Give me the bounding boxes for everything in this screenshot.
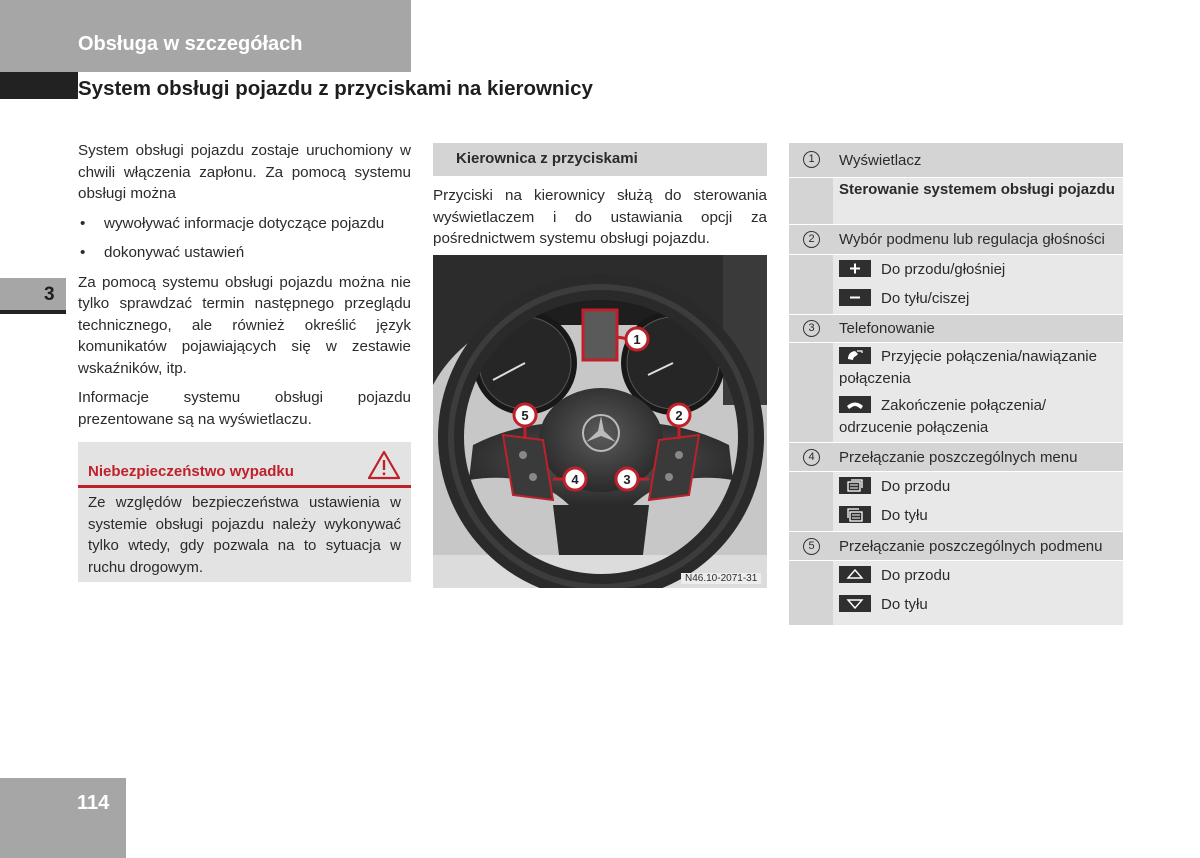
legend-text: Do przodu [881, 478, 951, 495]
warning-box [78, 442, 411, 582]
steering-wheel-photo [433, 255, 767, 588]
callout-5 [514, 404, 536, 426]
chapter-number: 3 [44, 284, 55, 305]
legend-row [789, 254, 1123, 284]
legend-text: Telefonowanie [833, 315, 1123, 342]
warning-title: Niebezpieczeństwo wypadku [88, 463, 294, 480]
intro-paragraph: System obsługi pojazdu zostaje uruchomiony w chwili włączenia zapłonu. Za pomocą systemu obsługi można [78, 142, 411, 202]
legend-number: 1 [803, 151, 820, 168]
subsection-heading-box [433, 143, 767, 176]
callout-1 [626, 328, 648, 350]
subsection-text: Przyciski na kierownicy służą do sterowania wyświetlaczem i do ustawiania opcji za pośrednictwem systemu obsługi pojazdu. [433, 187, 767, 247]
phone-accept-icon [839, 347, 871, 364]
legend-text: Przyjęcie połączenia/nawiązanie połączenia [839, 348, 1097, 387]
legend-number: 5 [803, 538, 820, 555]
minus-key-icon [839, 289, 871, 306]
legend-text: Do tyłu [881, 507, 928, 524]
legend-row [789, 560, 1123, 590]
legend-text: Do tyłu [881, 596, 928, 613]
paragraph: Za pomocą systemu obsługi pojazdu można nie tylko sprawdzać termin następnego przeglądu technicznego, ale również określić język komunikatów pojawiających się w zestawie wskaźników, itp. [78, 273, 411, 377]
legend-row [789, 143, 1123, 177]
menu-forward-icon [839, 477, 871, 494]
warning-rule [78, 485, 411, 488]
arrow-down-key-icon [839, 595, 871, 612]
bullet-list [78, 213, 411, 264]
legend-row [789, 501, 1123, 531]
chapter-title: Obsługa w szczegółach [78, 33, 303, 55]
phone-end-icon [839, 396, 871, 413]
list-item: • wywoływać informacje dotyczące pojazdu [78, 213, 411, 235]
legend-text: Do tyłu/ciszej [881, 290, 970, 307]
svg-text:2: 2 [675, 408, 683, 423]
legend-row [789, 177, 1123, 224]
image-code: N46.10-2071-31 [681, 573, 761, 584]
list-item: • dokonywać ustawień [78, 242, 411, 264]
legend-row [789, 342, 1123, 392]
legend-row [789, 531, 1123, 560]
plus-key-icon [839, 260, 871, 277]
legend-text: Wybór podmenu lub regulacja głośności [833, 225, 1123, 254]
callout-4 [564, 468, 586, 490]
legend-row [789, 284, 1123, 314]
section-title: System obsługi pojazdu z przyciskami na kierownicy [78, 77, 593, 100]
legend-row [789, 590, 1123, 625]
callout-2 [668, 404, 690, 426]
menu-back-icon [839, 506, 871, 523]
svg-text:3: 3 [623, 472, 631, 487]
arrow-up-key-icon [839, 566, 871, 583]
steering-wheel-illustration [433, 255, 767, 588]
warning-text: Ze względów bezpieczeństwa ustawienia w systemie obsługi pojazdu należy wykonywać tylko wtedy, gdy pozwala na to sytuacja w ruchu drogowym. [88, 494, 401, 576]
subsection-heading: Kierownica z przyciskami [456, 150, 638, 167]
legend-number: 3 [803, 320, 820, 337]
legend-group-heading: Sterowanie systemem obsługi pojazdu [833, 178, 1123, 224]
callout-3 [616, 468, 638, 490]
legend-text: Do przodu [881, 567, 951, 584]
chapter-thumb-tab [0, 278, 66, 314]
legend-table [789, 143, 1123, 625]
header-band [0, 0, 411, 72]
page-number-box [0, 778, 126, 858]
svg-text:5: 5 [521, 408, 529, 423]
svg-text:4: 4 [571, 472, 579, 487]
warning-triangle-icon [367, 450, 401, 480]
page-number: 114 [77, 792, 110, 814]
legend-number: 4 [803, 449, 820, 466]
legend-row [789, 392, 1123, 442]
legend-text: Zakończenie połączenia/ odrzucenie połączenia [839, 397, 1047, 436]
header-rule [0, 72, 78, 99]
legend-text: Do przodu/głośniej [881, 261, 1006, 278]
svg-text:1: 1 [633, 332, 641, 347]
intro-column [78, 140, 411, 438]
legend-text: Przełączanie poszczególnych menu [833, 443, 1123, 471]
legend-text: Wyświetlacz [833, 143, 1123, 177]
legend-row [789, 314, 1123, 342]
legend-row [789, 224, 1123, 254]
legend-number: 2 [803, 231, 820, 248]
legend-row [789, 442, 1123, 471]
legend-row [789, 471, 1123, 501]
legend-text: Przełączanie poszczególnych podmenu [833, 532, 1123, 560]
paragraph: Informacje systemu obsługi pojazdu prezentowane są na wyświetlaczu. [78, 389, 411, 428]
